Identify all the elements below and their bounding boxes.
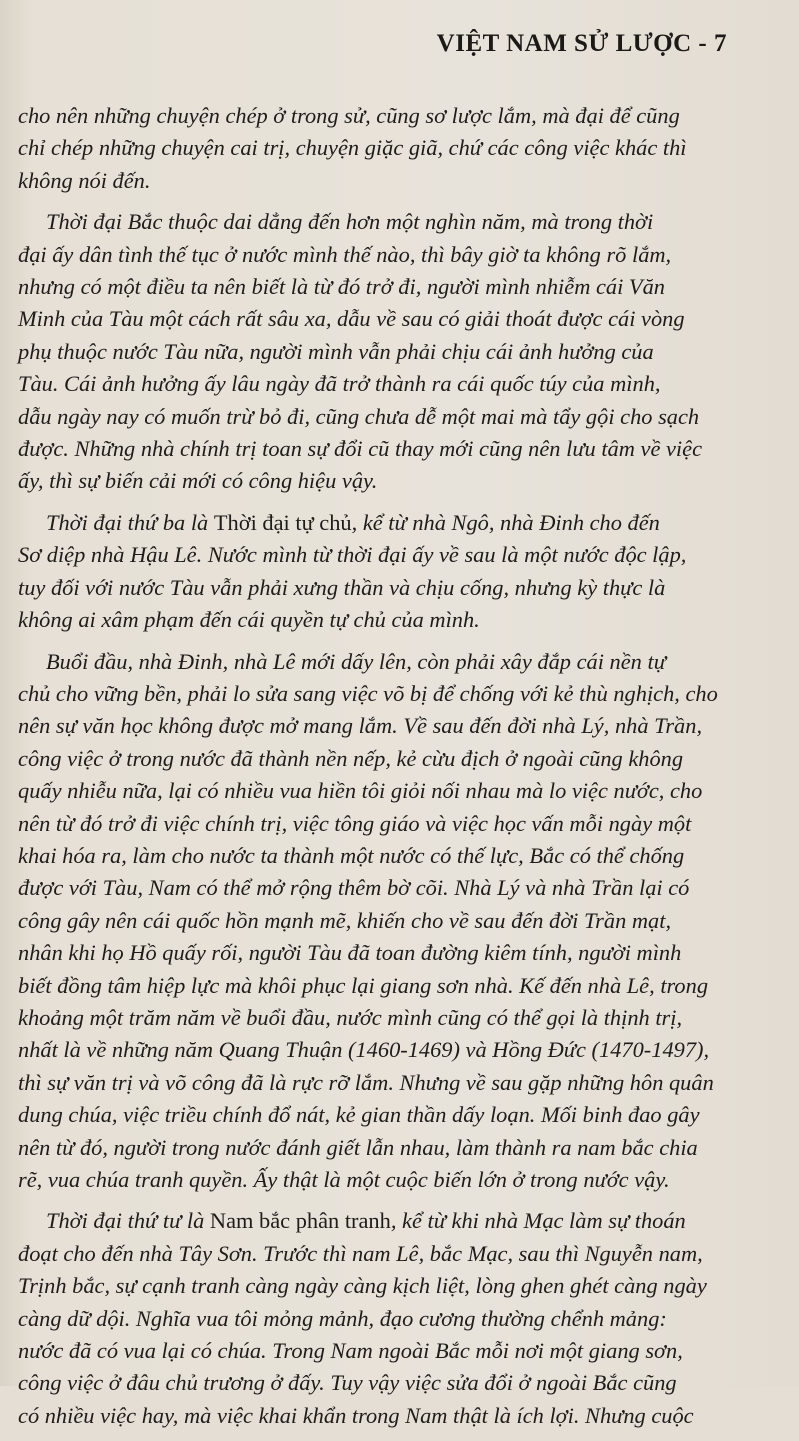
paragraph-4 <box>18 646 738 1197</box>
text-line: càng dữ dội. Nghĩa vua tôi mỏng mảnh, đạo cương thường chểnh mảng: <box>18 1305 667 1331</box>
text-line: đoạt cho đến nhà Tây Sơn. Trước thì nam Lê, bắc Mạc, sau thì Nguyễn nam, <box>18 1240 703 1266</box>
page-body <box>18 100 738 1441</box>
text-span: , kể từ khi nhà Mạc làm sự thoán <box>390 1208 686 1234</box>
text-line: Sơ diệp nhà Hậu Lê. Nước mình từ thời đại ấy về sau là một nước độc lập, <box>18 542 687 568</box>
text-line: thì sự văn trị và võ công đã là rực rỡ lắm. Nhưng về sau gặp những hôn quân <box>18 1069 714 1095</box>
text-line: đại ấy dân tình thế tục ở nước mình thế nào, thì bây giờ ta không rõ lắm, <box>18 241 672 267</box>
text-line: Tàu. Cái ảnh hưởng ấy lâu ngày đã trở thành ra cái quốc túy của mình, <box>18 371 661 397</box>
text-line: Thời đại Bắc thuộc dai dẳng đến hơn một nghìn năm, mà trong thời <box>46 209 654 235</box>
text-span: , kể từ nhà Ngô, nhà Đinh cho đến <box>351 509 660 535</box>
text-line: nhân khi họ Hồ quấy rối, người Tàu đã toan đường kiêm tính, người mình <box>18 940 682 966</box>
text-line: chủ cho vững bền, phải lo sửa sang việc võ bị để chống với kẻ thù nghịch, cho <box>18 680 718 706</box>
text-line: quấy nhiễu nữa, lại có nhiều vua hiền tôi giỏi nối nhau mà lo việc nước, cho <box>18 778 703 804</box>
running-header: VIỆT NAM SỬ LƯỢC - 7 <box>436 30 727 57</box>
text-line <box>18 507 738 539</box>
text-line: khai hóa ra, làm cho nước ta thành một nước có thế lực, Bắc có thể chống <box>18 842 685 868</box>
paragraph-5 <box>18 1205 738 1432</box>
text-line: nên từ đó trở đi việc chính trị, việc tông giáo và việc học vấn mỗi ngày một <box>18 810 692 836</box>
text-line: khoảng một trăm năm về buổi đầu, nước mình cũng có thể gọi là thịnh trị, <box>18 1004 683 1030</box>
paragraph-1 <box>18 100 738 197</box>
text-line: được. Những nhà chính trị toan sự đổi cũ thay mới cũng nên lưu tâm về việc <box>18 436 703 462</box>
text-line: công việc ở trong nước đã thành nền nếp, kẻ cừu địch ở ngoài cũng không <box>18 745 684 771</box>
text-line: Trịnh bắc, sự cạnh tranh càng ngày càng kịch liệt, lòng ghen ghét càng ngày <box>18 1273 707 1299</box>
text-line: nhất là về những năm Quang Thuận (1460-1469) và Hồng Đức (1470-1497), <box>18 1037 710 1063</box>
text-line: không nói đến. <box>18 167 151 193</box>
text-line <box>18 1205 738 1237</box>
text-line: chỉ chép những chuyện cai trị, chuyện giặc giã, chứ các công việc khác thì <box>18 135 687 161</box>
text-span: Thời đại thứ tư là <box>46 1208 210 1234</box>
text-line: biết đồng tâm hiệp lực mà khôi phục lại giang sơn nhà. Kế đến nhà Lê, trong <box>18 972 709 998</box>
text-line: Minh của Tàu một cách rất sâu xa, dẫu về sau có giải thoát được cái vòng <box>18 306 685 332</box>
era-name: Nam bắc phân tranh <box>209 1208 391 1234</box>
text-line: Buổi đầu, nhà Đinh, nhà Lê mới dấy lên, còn phải xây đắp cái nền tự <box>46 648 666 674</box>
text-line: rẽ, vua chúa tranh quyền. Ấy thật là một cuộc biến lớn ở trong nước vậy. <box>18 1167 670 1192</box>
text-line: tuy đối với nước Tàu vẫn phải xưng thần và chịu cống, nhưng kỳ thực là <box>18 574 666 600</box>
text-line: phụ thuộc nước Tàu nữa, người mình vẫn phải chịu cái ảnh hưởng của <box>18 338 654 364</box>
text-line: được với Tàu, Nam có thể mở rộng thêm bờ cõi. Nhà Lý và nhà Trần lại có <box>18 875 690 901</box>
text-line: ấy, thì sự biến cải mới có công hiệu vậy. <box>18 468 378 494</box>
paragraph-2 <box>18 206 738 498</box>
text-line: nước đã có vua lại có chúa. Trong Nam ngoài Bắc mỗi nơi một giang sơn, <box>18 1338 683 1364</box>
text-line: cho nên những chuyện chép ở trong sử, cũng sơ lược lắm, mà đại để cũng <box>18 103 680 128</box>
text-line: dẫu ngày nay có muốn trừ bỏ đi, cũng chưa dễ một mai mà tẩy gội cho sạch <box>18 403 700 429</box>
text-line: nên sự văn học không được mở mang lắm. Về sau đến đời nhà Lý, nhà Trần, <box>18 713 703 739</box>
text-line: nhưng có một điều ta nên biết là từ đó trở đi, người mình nhiễm cái Văn <box>18 274 665 300</box>
text-line: dung chúa, việc triều chính đổ nát, kẻ gian thần dấy loạn. Mối binh đao gây <box>18 1102 700 1128</box>
text-line: không ai xâm phạm đến cái quyền tự chủ của mình. <box>18 607 480 633</box>
paragraph-3 <box>18 507 738 637</box>
era-name: Thời đại tự chủ <box>213 509 352 535</box>
text-line: có nhiều việc hay, mà việc khai khẩn trong Nam thật là ích lợi. Nhưng cuộc <box>18 1402 694 1428</box>
text-line: nên từ đó, người trong nước đánh giết lẫn nhau, làm thành ra nam bắc chia <box>18 1134 698 1160</box>
text-span: Thời đại thứ ba là <box>46 509 214 535</box>
text-line: công việc ở đâu chủ trương ở đấy. Tuy vậy việc sửa đổi ở ngoài Bắc cũng <box>18 1370 677 1396</box>
text-line: công gây nên cái quốc hồn mạnh mẽ, khiến cho về sau đến đời Trần mạt, <box>18 907 672 933</box>
